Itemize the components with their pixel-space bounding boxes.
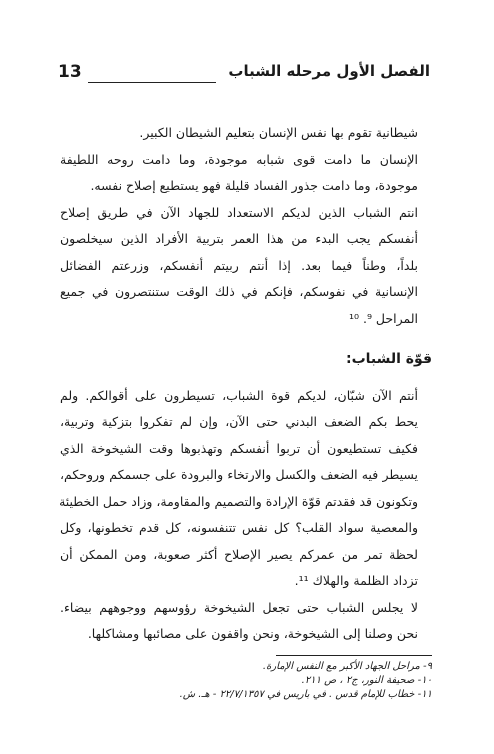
- text-line: وتكونون قد فقدتم قوّة الإرادة والتصميم والمقاومة، وزاد حمل الخطيئة: [59, 493, 418, 509]
- text-line: أنفسكم يجب البدء من هذا العمر بتربية الأفراد الذين سيخلصون: [60, 231, 418, 246]
- text-line: تزداد الظلمة والهلاك ¹¹.: [294, 573, 418, 588]
- text-line: لحظة تمر من عمركم يصير الإصلاح أكثر صعوبة، ومن الممكن أن: [60, 546, 418, 562]
- page-number: 13: [58, 62, 82, 82]
- paragraph: [60, 200, 432, 333]
- text-line: المراحل ⁹. ¹⁰: [348, 310, 418, 326]
- body-text: [60, 120, 432, 648]
- paragraph: [60, 147, 432, 200]
- header-rule: [88, 82, 216, 83]
- footnote-rule: [276, 655, 432, 656]
- footnote: ١١- خطاب للإمام قدس . في باريس في ٢٢/٧/١٣٥٧ - هـ. ش.: [179, 689, 432, 700]
- text-line: انتم الشباب الذين لديكم الاستعداد للجهاد الآن في طريق إصلاح: [60, 204, 418, 220]
- text-line: والمعصية سواد القلب؟ كل نفس تتنفسونه، كل قدم تخطونها، وكل: [60, 520, 418, 535]
- footnote: ١٠- صحيفة النور، ج٢ ، ص ٢١١.: [301, 675, 432, 686]
- text-line: شيطانية تقوم بها نفس الإنسان بتعليم الشيطان الكبير.: [139, 125, 418, 140]
- text-line: يسيطر فيه الضعف والكسل والارتخاء والبرودة على جسمكم وروحكم،: [60, 467, 418, 482]
- text-line: لا يجلس الشباب حتى تجعل الشيخوخة رؤوسهم ووجوههم بيضاء.: [60, 599, 418, 615]
- text-line: فكيف تستطيعون أن تربوا أنفسكم وتهذبوها وقت الشيخوخة الذي: [60, 440, 418, 456]
- text-line: يحط بكم الضعف البدني حتى الآن، وإن لم تفكروا بتزكية وتربية،: [60, 414, 418, 429]
- text-line: الإنسان ما دامت قوى شبابه موجودة، وما دامت روحه اللطيفة: [60, 151, 418, 167]
- text-line: نحن وصلنا إلى الشيخوخة، ونحن واقفون على مصائبها ومشاكلها.: [87, 626, 418, 641]
- chapter-title: الفصل الأول مرحله الشباب: [228, 62, 430, 80]
- running-header: [58, 62, 430, 86]
- text-line: موجودة، وما دامت جذور الفساد قليلة فهو يستطيع إصلاح نفسه.: [90, 178, 418, 193]
- footnotes: [60, 660, 432, 702]
- paragraph: [60, 120, 432, 147]
- paragraph: [60, 595, 432, 648]
- text-line: بلداً، وطناً فيما بعد. إذا أنتم ربيتم أنفسكم، وزرعتم الفضائل: [60, 257, 418, 273]
- paragraph: [60, 383, 432, 595]
- footnote: ٩- مراحل الجهاد الأكبر مع النفس الإمارة.: [262, 661, 432, 672]
- section-heading: قوّة الشباب:: [345, 351, 432, 367]
- text-line: أنتم الآن شبّان، لديكم قوة الشباب، تسيطرون على أقوالكم. ولم: [60, 387, 418, 403]
- text-line: الإنسانية في نفوسكم، فإنكم في ذلك الوقت ستنتصرون في جميع: [60, 284, 418, 299]
